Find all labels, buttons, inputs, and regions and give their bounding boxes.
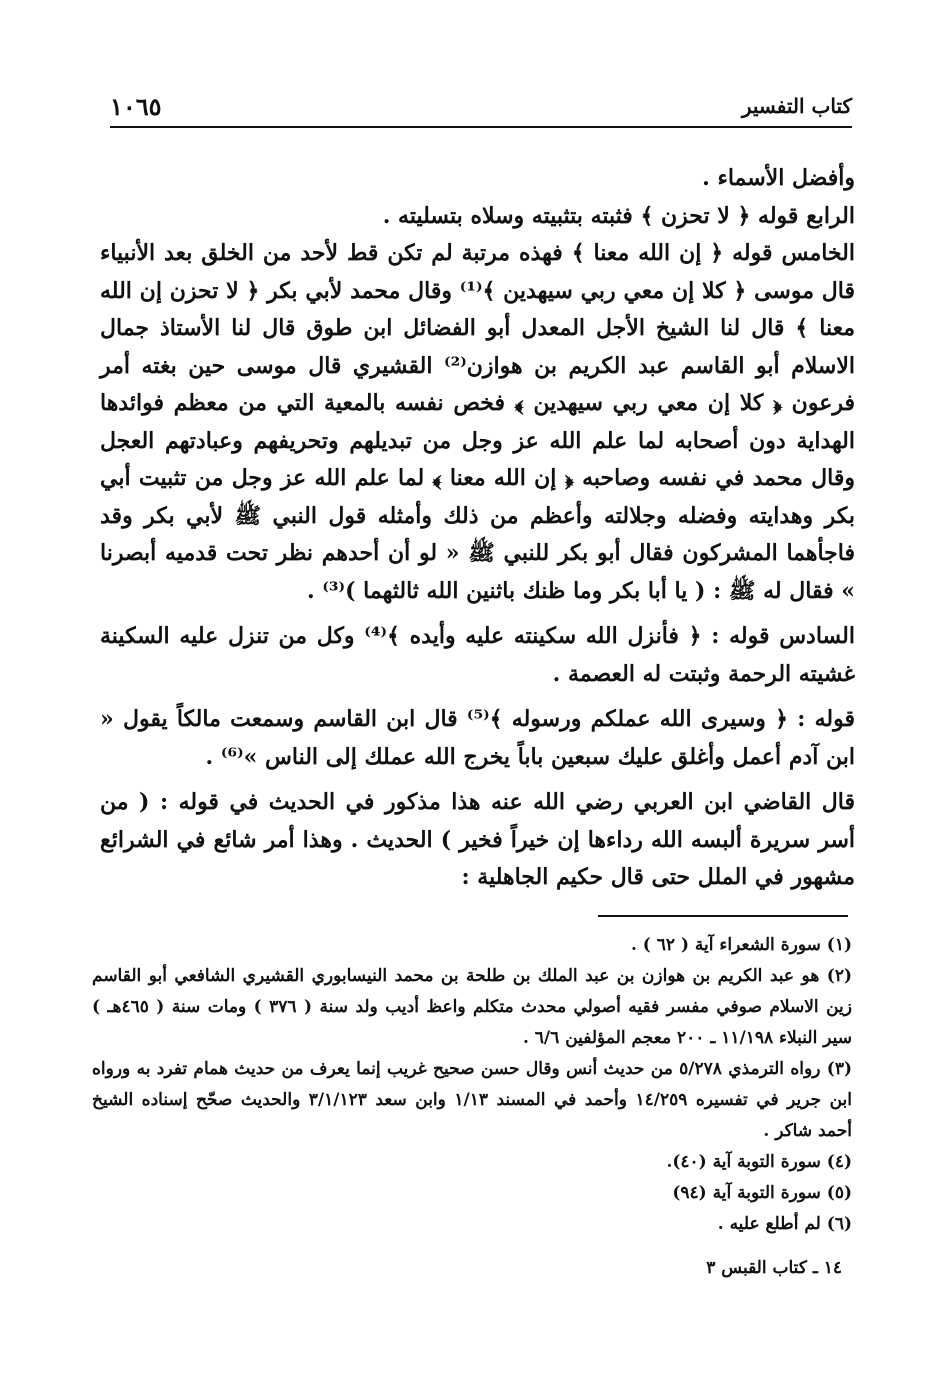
paragraph: الخامس قوله ﴿ إن الله معنا ﴾ فهذه مرتبة لم تكن قط لأحد من الخلق بعد الأنبياء قال موسى ﴿ كلا إن معي ربي سيهدين ﴾⁽¹⁾ وقال محمد لأبي بكر ﴿ لا تحزن إن الله معنا ﴾ قال لنا الشيخ الأجل المعدل أبو الفضائل ابن طوق قال لنا الأستاذ جمال الاسلام أبو القاسم عبد الكريم بن هوازن⁽²⁾ القشيري قال موسى حين بغته أمر فرعون ﴿ كلا إن معي ربي سيهدين ﴾ فخص نفسه بالمعية التي من معظم فوائدها الهداية دون أصحابه لما علم الله عز وجل من تبديلهم وتحريفهم وعبادتهم العجل وقال محمد في نفسه وصاحبه ﴿ إن الله معنا ﴾ لما علم الله عز وجل من تثبيت أبي بكر وهدايته وفضله وجلالته وأعظم من ذلك وأمثله قول النبي ﷺ لأبي بكر وقد فاجأهما المشركون فقال أبو بكر للنبي ﷺ « لو أن أحدهم نظر تحت قدميه أبصرنا » فقال له ﷺ : ( يا أبا بكر وما ظنك باثنين الله ثالثهما )⁽³⁾ . — [100, 240, 855, 604]
footnote-divider — [598, 915, 848, 917]
footnote-item: (٣) رواه الترمذي ٥/٢٧٨ من حديث أنس وقال حسن صحيح غريب إنما يعرف من حديث همام تفرد به ورواه ابن جرير في تفسيره ١٤/٢٥٩ وأحمد في المسند ١/١٣ وابن سعد ٣/١/١٢٣ والحديث صحّح إسناده الشيخ أحمد شاكر . — [92, 1059, 853, 1141]
paragraph: السادس قوله : ﴿ فأنزل الله سكينته عليه وأيده ﴾⁽⁴⁾ وكل من تنزل عليه السكينة غشيته الرحمة وثبتت له العصمة . — [100, 623, 855, 687]
book-title: كتاب التفسير — [741, 94, 852, 118]
page-number: ١٠٦٥ — [110, 92, 162, 121]
paragraph: الرابع قوله ﴿ لا تحزن ﴾ فثبته بتثبيته وسلاه بتسليته . — [382, 202, 855, 229]
footnote-item: (٥) سورة التوبة آية (٩٤) — [672, 1183, 852, 1203]
signature-mark: ١٤ ـ كتاب القبس ٣ — [706, 1258, 842, 1278]
running-header — [110, 92, 852, 128]
footnotes — [92, 930, 852, 1240]
footnote-item: (١) سورة الشعراء آية ( ٦٢ ) . — [630, 935, 852, 955]
paragraph: قوله : ﴿ وسيرى الله عملكم ورسوله ﴾⁽⁵⁾ قال ابن القاسم وسمعت مالكاً يقول « ابن آدم أعمل وأغلق عليك سبعين باباً يخرج الله عملك إلى الناس »⁽⁶⁾ . — [100, 706, 855, 770]
paragraph: وأفضل الأسماء . — [702, 165, 855, 191]
footnote-item: (٢) هو عبد الكريم بن هوازن بن عبد الملك بن طلحة بن محمد النيسابوري القشيري الشافعي أبو القاسم زين الاسلام صوفي مفسر فقيه أصولي محدث متكلم واعظ أديب ولد سنة ( ٣٧٦ ) ومات سنة ( ٤٦٥هـ ) سير النبلاء ١١/١٩٨ ـ ٢٠٠ معجم المؤلفين ٦/٦ . — [92, 966, 852, 1048]
footnote-item: (٤) سورة التوبة آية (٤٠). — [666, 1152, 852, 1172]
paragraph: قال القاضي ابن العربي رضي الله عنه هذا مذكور في الحديث في قوله : ( من أسر سريرة ألبسه الله رداءها إن خيراً فخير ) الحديث . وهذا أمر شائع في الشرائع مشهور في الملل حتى قال حكيم الجاهلية : — [100, 789, 855, 890]
main-text — [100, 160, 855, 897]
footnote-item: (٦) لم أطلع عليه . — [717, 1214, 852, 1234]
